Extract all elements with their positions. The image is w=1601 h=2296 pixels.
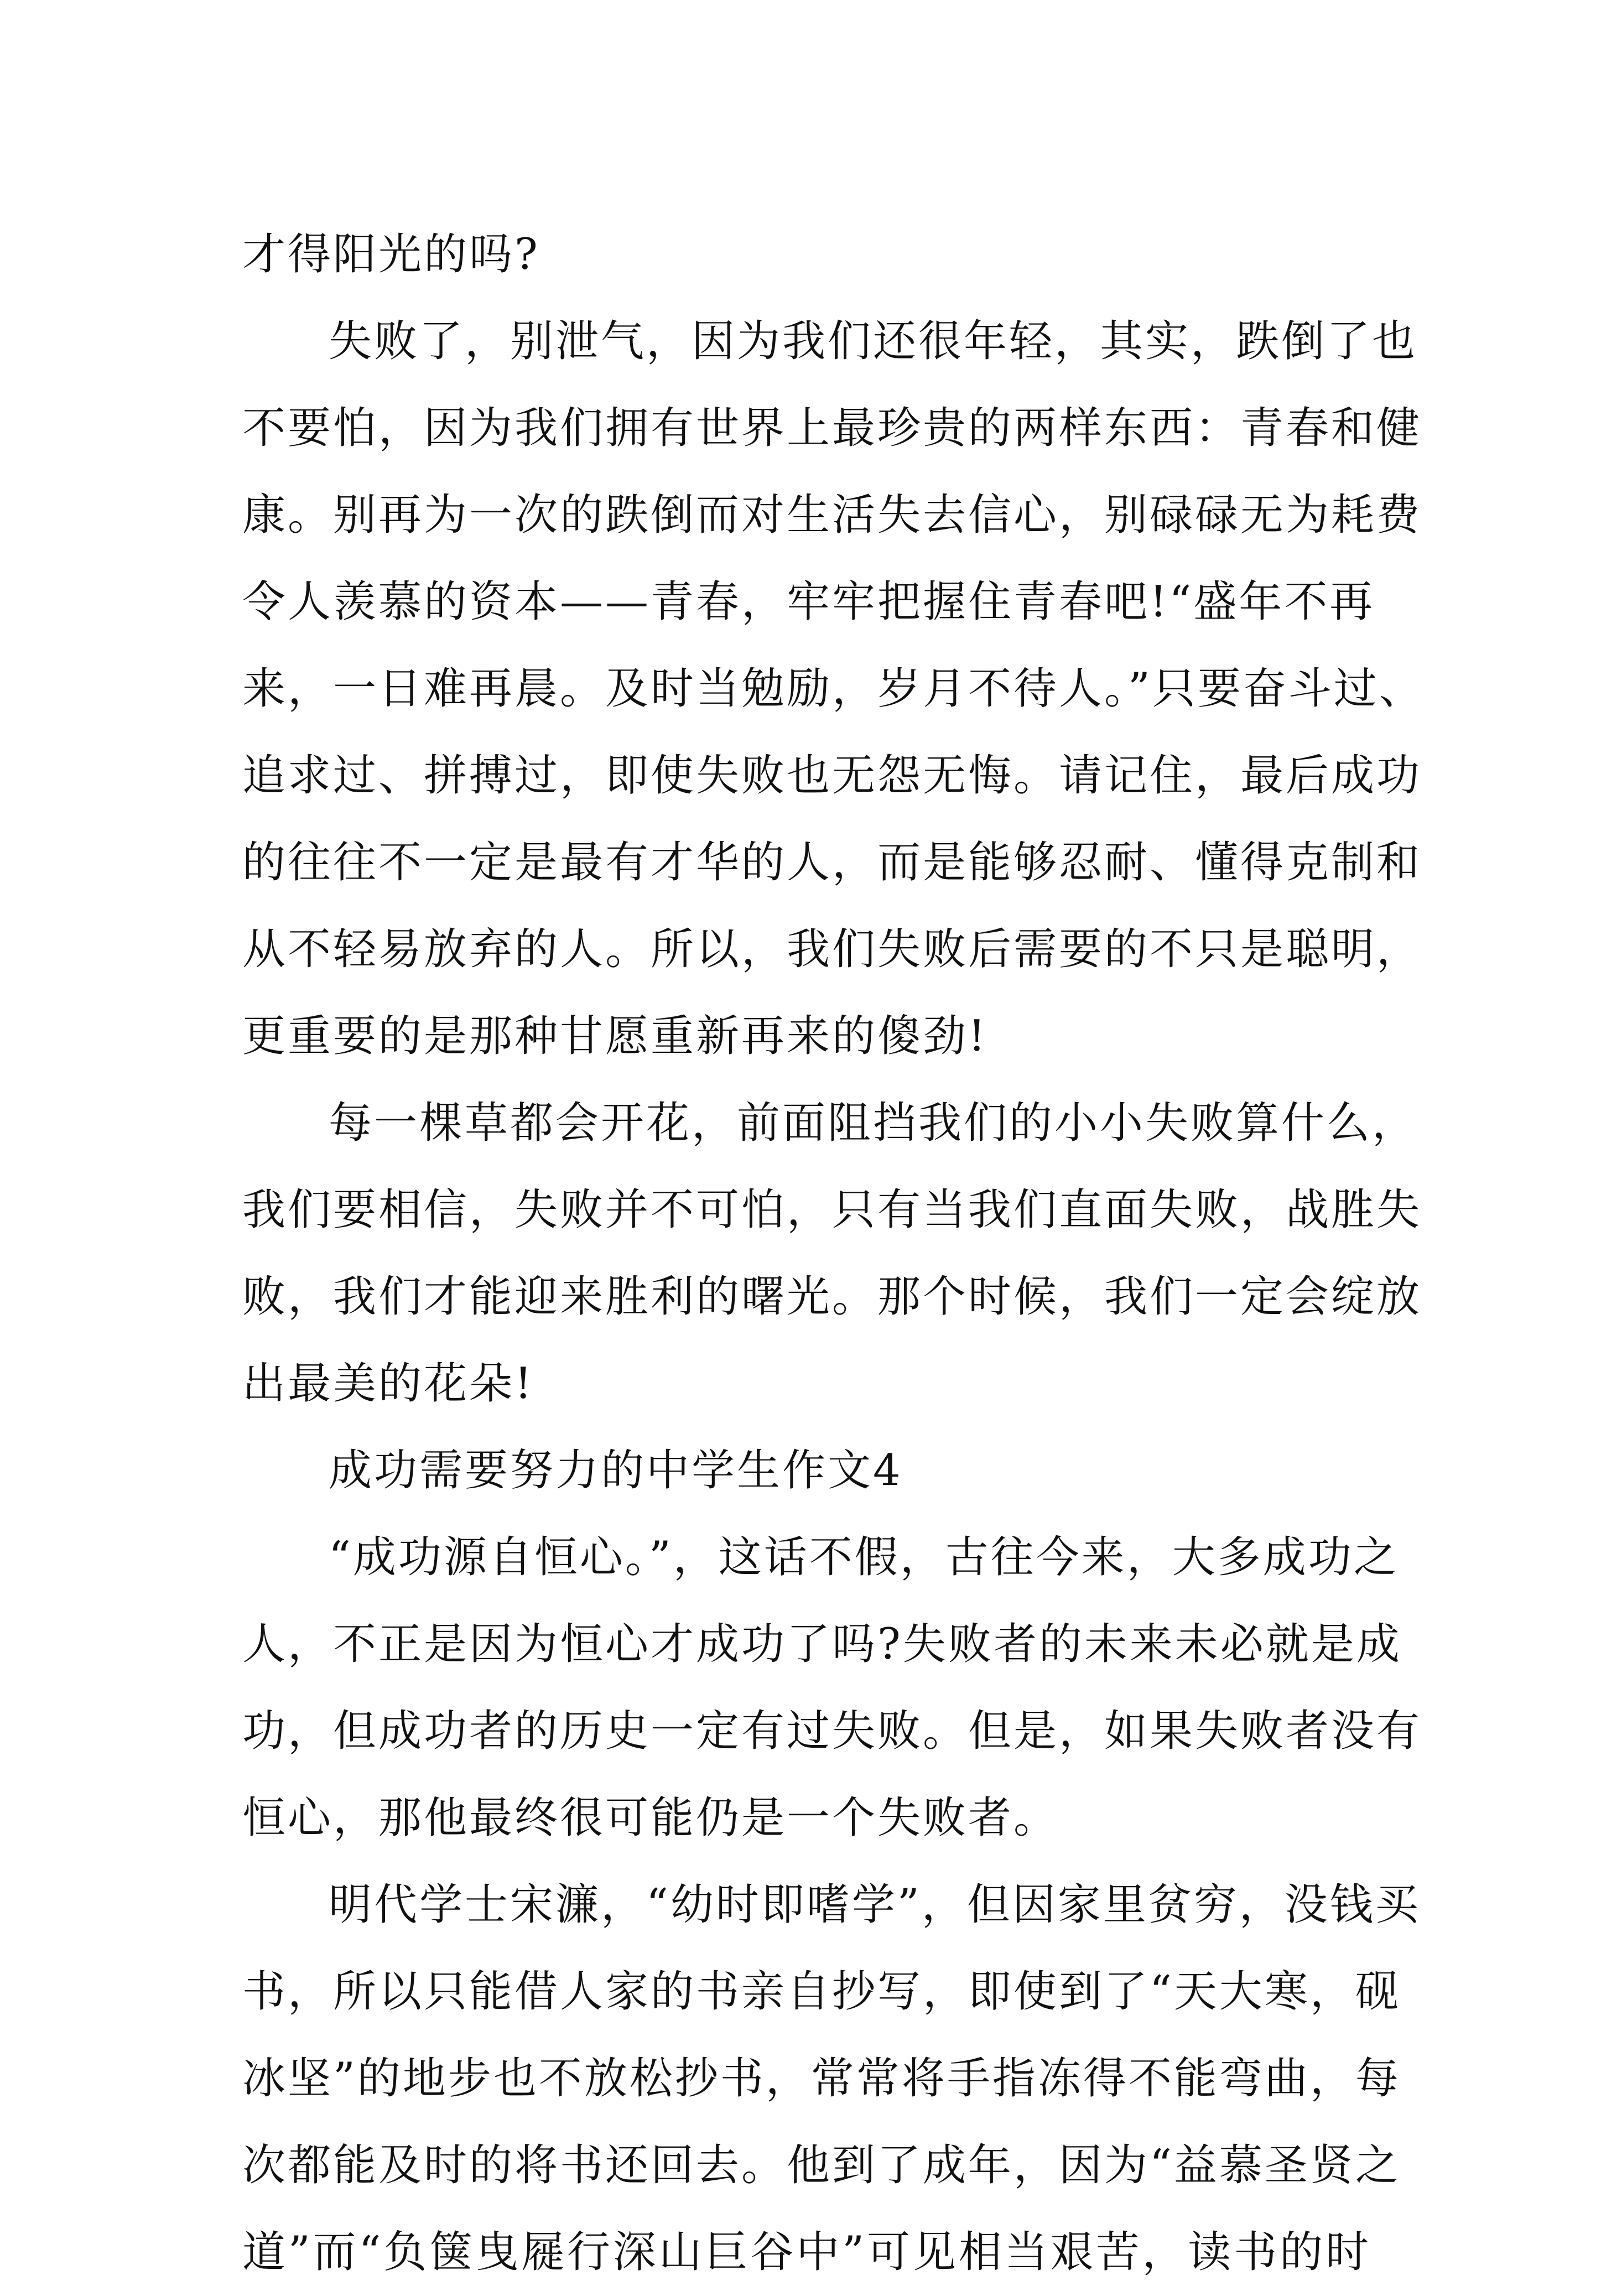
text-line: 才得阳光的吗? [242, 230, 540, 279]
text-line: 的往往不一定是最有才华的人，而是能够忍耐、懂得克制和 [242, 838, 1422, 887]
text-line: 功，但成功者的历史一定有过失败。但是，如果失败者没有 [242, 1706, 1422, 1756]
text-line: 人，不正是因为恒心才成功了吗?失败者的未来未必就是成 [242, 1619, 1402, 1669]
text-line: 败，我们才能迎来胜利的曙光。那个时候，我们一定会绽放 [242, 1272, 1422, 1322]
text-line: 恒心，那他最终很可能仍是一个失败者。 [242, 1793, 1059, 1843]
text-line: 从不轻易放弃的人。所以，我们失败后需要的不只是聪明， [242, 924, 1422, 974]
text-line: “成功源自恒心。”，这话不假，古往今来，大多成功之 [329, 1533, 1399, 1582]
text-line: 次都能及时的将书还回去。他到了成年，因为“益慕圣贤之 [242, 2141, 1401, 2190]
text-line: 我们要相信，失败并不可怕，只有当我们直面失败，战胜失 [242, 1185, 1422, 1235]
text-line: 来，一日难再晨。及时当勉励，岁月不待人。”只要奋斗过、 [242, 664, 1425, 714]
text-line: 书，所以只能借人家的书亲自抄写，即使到了“天大寒，砚 [242, 1967, 1401, 2017]
text-line: 道”而“负箧曳屣行深山巨谷中”可见相当艰苦，读书的时 [242, 2227, 1371, 2277]
text-line: 追求过、拼搏过，即使失败也无怨无悔。请记住，最后成功 [242, 751, 1422, 801]
document-body [242, 211, 1425, 2296]
text-line: 每一棵草都会开花，前面阻挡我们的小小失败算什么， [329, 1098, 1418, 1148]
text-line: 冰坚”的地步也不放松抄书，常常将手指冻得不能弯曲，每 [242, 2054, 1401, 2103]
text-line: 令人羡慕的资本——青春，牢牢把握住青春吧!“盛年不再 [242, 577, 1375, 627]
text-line: 出最美的花朵! [242, 1359, 534, 1409]
section-heading: 成功需要努力的中学生作文4 [329, 1446, 903, 1495]
text-line: 明代学士宋濂，“幼时即嗜学”，但因家里贫穷，没钱买 [329, 1880, 1421, 1930]
text-line: 康。别再为一次的跌倒而对生活失去信心，别碌碌无为耗费 [242, 490, 1422, 540]
text-line: 失败了，别泄气，因为我们还很年轻，其实，跌倒了也 [329, 316, 1418, 366]
text-line: 不要怕，因为我们拥有世界上最珍贵的两样东西：青春和健 [242, 403, 1422, 453]
text-line: 更重要的是那种甘愿重新再来的傻劲! [242, 1011, 988, 1061]
